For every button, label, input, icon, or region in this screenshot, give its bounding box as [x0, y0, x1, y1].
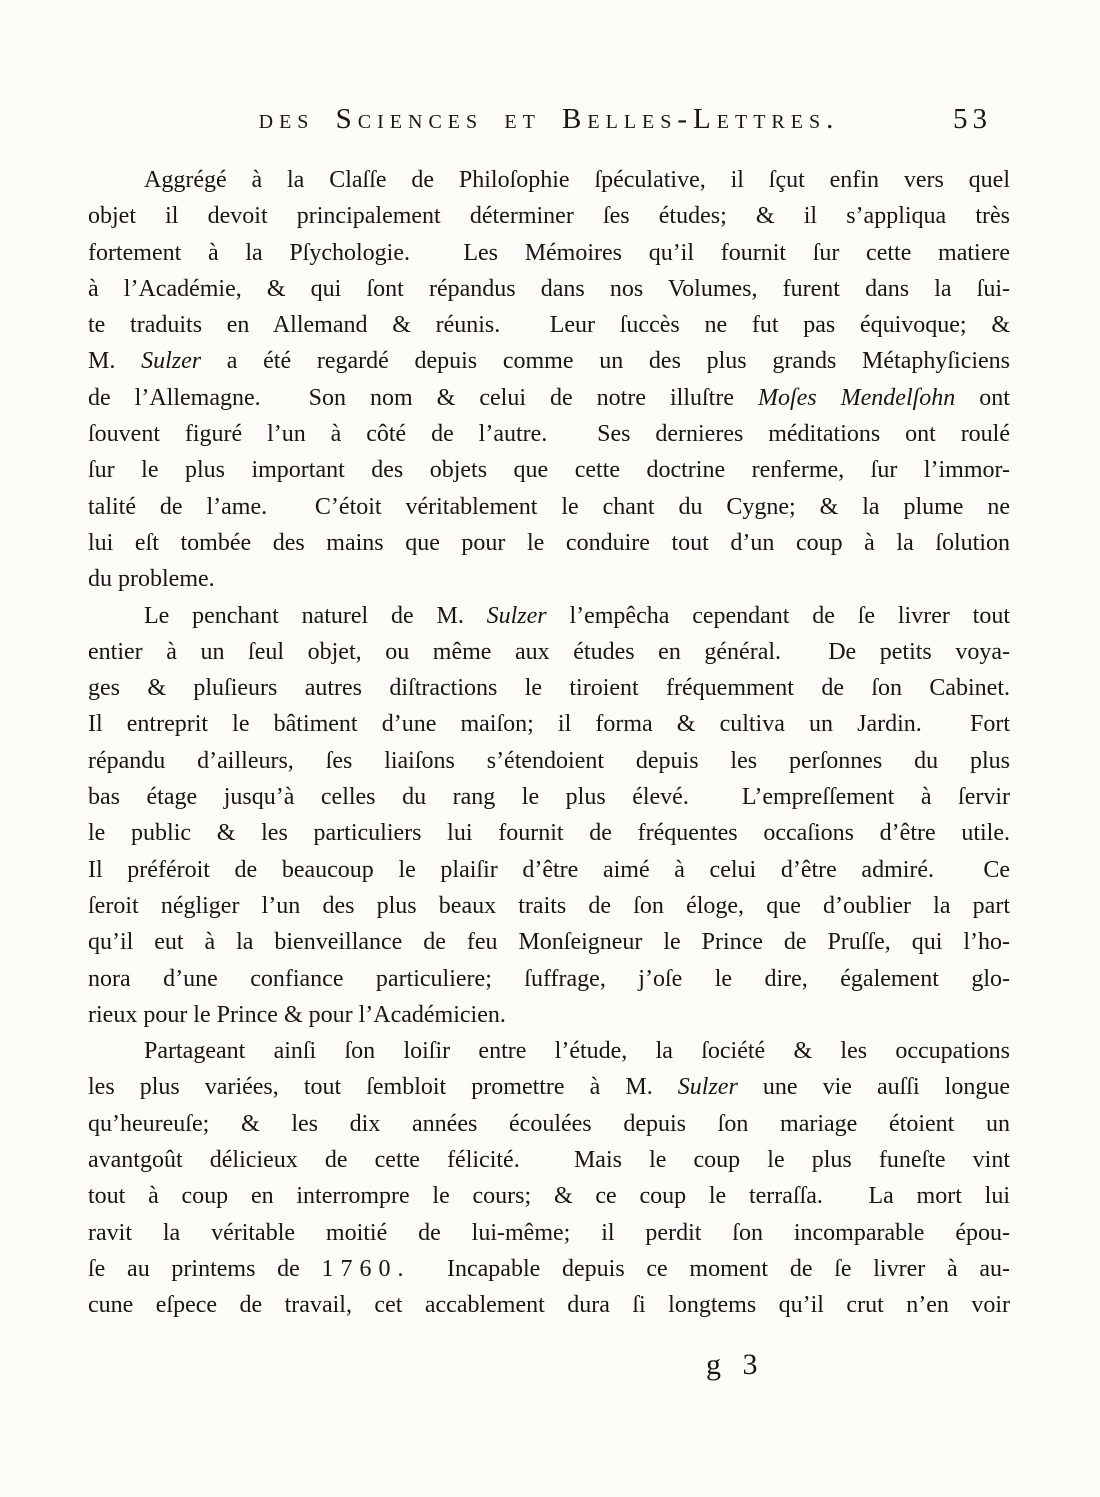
page-body: [88, 162, 1010, 1324]
body-text: qu’il eut à la bienveillance de feu Monſeigneur le Prince de Pruſſe, qui l’ho-: [88, 929, 1010, 956]
text-line: [88, 852, 1010, 888]
body-text: bas étage jusqu’à celles du rang le plus élevé. L’empreſſement à ſervir: [88, 784, 1010, 811]
signature-mark: g 3: [706, 1348, 758, 1381]
body-text: à l’Académie, & qui ſont répandus dans nos Volumes, furent dans la ſui-: [88, 275, 1010, 302]
text-line: [88, 271, 1010, 307]
italic-text: Sulzer: [486, 602, 547, 629]
body-text: 1760: [321, 1255, 398, 1282]
body-text: de l’Allemagne. Son nom & celui de notre illuſtre: [88, 384, 758, 411]
body-text: ravit la véritable moitié de lui-même; il perdit ſon incomparable épou-: [88, 1219, 1010, 1246]
body-text: du probleme.: [88, 566, 215, 593]
body-text: Il préféroit de beaucoup le plaiſir d’être aimé à celui d’être admiré. Ce: [88, 856, 1010, 883]
text-line: [88, 1178, 1010, 1214]
body-text: ſeroit négliger l’un des plus beaux traits de ſon éloge, que d’oublier la part: [88, 892, 1010, 919]
italic-text: Sulzer: [677, 1074, 738, 1101]
text-line: [88, 489, 1010, 525]
body-text: . Incapable depuis ce moment de ſe livrer à au-: [397, 1255, 1010, 1282]
body-text: avantgoût délicieux de cette félicité. Mais le coup le plus funeſte vint: [88, 1147, 1010, 1174]
text-line: [88, 670, 1010, 706]
italic-text: Moſes Mendelſohn: [758, 384, 956, 411]
body-text: ſe au printems de: [88, 1255, 322, 1282]
body-text: rieux pour le Prince & pour l’Académicien.: [88, 1001, 506, 1028]
text-line: [88, 634, 1010, 670]
body-text: nora d’une confiance particuliere; ſuffrage, j’oſe le dire, également glo-: [88, 965, 1010, 992]
body-text: répandu d’ailleurs, ſes liaiſons s’étendoient depuis les perſonnes du plus: [88, 747, 1010, 774]
body-text: Partageant ainſi ſon loiſir entre l’étude, la ſociété & les occupations: [144, 1038, 1010, 1065]
text-line: [88, 452, 1010, 488]
body-text: ont: [955, 384, 1010, 411]
text-line: [88, 343, 1010, 379]
text-line: [88, 1033, 1010, 1069]
body-text: Aggrégé à la Claſſe de Philoſophie ſpéculative, il ſçut enfin vers quel: [144, 167, 1010, 193]
text-line: [88, 307, 1010, 343]
italic-text: Sulzer: [141, 348, 202, 375]
text-line: [88, 961, 1010, 997]
text-line: [88, 162, 1010, 198]
body-text: cune eſpece de travail, cet accablement dura ſi longtems qu’il crut n’en voir: [88, 1292, 1010, 1319]
body-text: ges & pluſieurs autres diſtractions le tiroient fréquemment de ſon Cabinet.: [88, 675, 1010, 702]
body-text: fortement à la Pſychologie. Les Mémoires qu’il fournit ſur cette matiere: [88, 239, 1010, 266]
text-line: [88, 1251, 1010, 1287]
body-text: le public & les particuliers lui fournit de fréquentes occaſions d’être utile.: [88, 820, 1010, 847]
text-line: [88, 235, 1010, 271]
text-line: [88, 1069, 1010, 1105]
body-text: ſur le plus important des objets que cette doctrine renferme, ſur l’immor-: [88, 457, 1010, 484]
body-text: Il entreprit le bâtiment d’une maiſon; il forma & cultiva un Jardin. Fort: [88, 711, 1010, 738]
text-line: [88, 1215, 1010, 1251]
text-line: [88, 416, 1010, 452]
body-text: une vie auſſi longue: [737, 1074, 1010, 1101]
text-line: [88, 815, 1010, 851]
text-line: [88, 1287, 1010, 1323]
text-line: [88, 743, 1010, 779]
body-text: qu’heureuſe; & les dix années écoulées depuis ſon mariage étoient un: [88, 1110, 1010, 1137]
body-text: objet il devoit principalement déterminer ſes études; & il s’appliqua très: [88, 203, 1010, 230]
text-line: [88, 1142, 1010, 1178]
body-text: entier à un ſeul objet, ou même aux études en général. De petits voya-: [88, 638, 1010, 665]
text-line: [88, 598, 1010, 634]
body-text: l’empêcha cependant de ſe livrer tout: [546, 602, 1010, 629]
text-line: [88, 706, 1010, 742]
page-header: [88, 103, 1010, 143]
text-line: [88, 1106, 1010, 1142]
body-text: les plus variées, tout ſembloit promettre à M.: [88, 1074, 678, 1101]
text-line: [88, 198, 1010, 234]
body-text: talité de l’ame. C’étoit véritablement le chant du Cygne; & la plume ne: [88, 493, 1010, 520]
body-text: lui eſt tombée des mains que pour le conduire tout d’un coup à la ſolution: [88, 529, 1010, 556]
body-text: Le penchant naturel de M.: [144, 602, 487, 629]
text-line: [88, 380, 1010, 416]
text-line: [88, 924, 1010, 960]
text-line: [88, 997, 1010, 1033]
page-number: 53: [953, 103, 992, 135]
text-line: [88, 888, 1010, 924]
body-text: M.: [88, 348, 142, 375]
body-text: tout à coup en interrompre le cours; & ce coup le terraſſa. La mort lui: [88, 1183, 1010, 1210]
body-text: te traduits en Allemand & réunis. Leur ſuccès ne fut pas équivoque; &: [88, 312, 1010, 339]
text-line: [88, 525, 1010, 561]
running-title: des Sciences et Belles-Lettres.: [258, 103, 840, 135]
body-text: ſouvent figuré l’un à côté de l’autre. Ses dernieres méditations ont roulé: [88, 421, 1010, 448]
text-line: [88, 779, 1010, 815]
body-text: a été regardé depuis comme un des plus grands Métaphyſiciens: [201, 348, 1011, 375]
text-line: [88, 561, 1010, 597]
